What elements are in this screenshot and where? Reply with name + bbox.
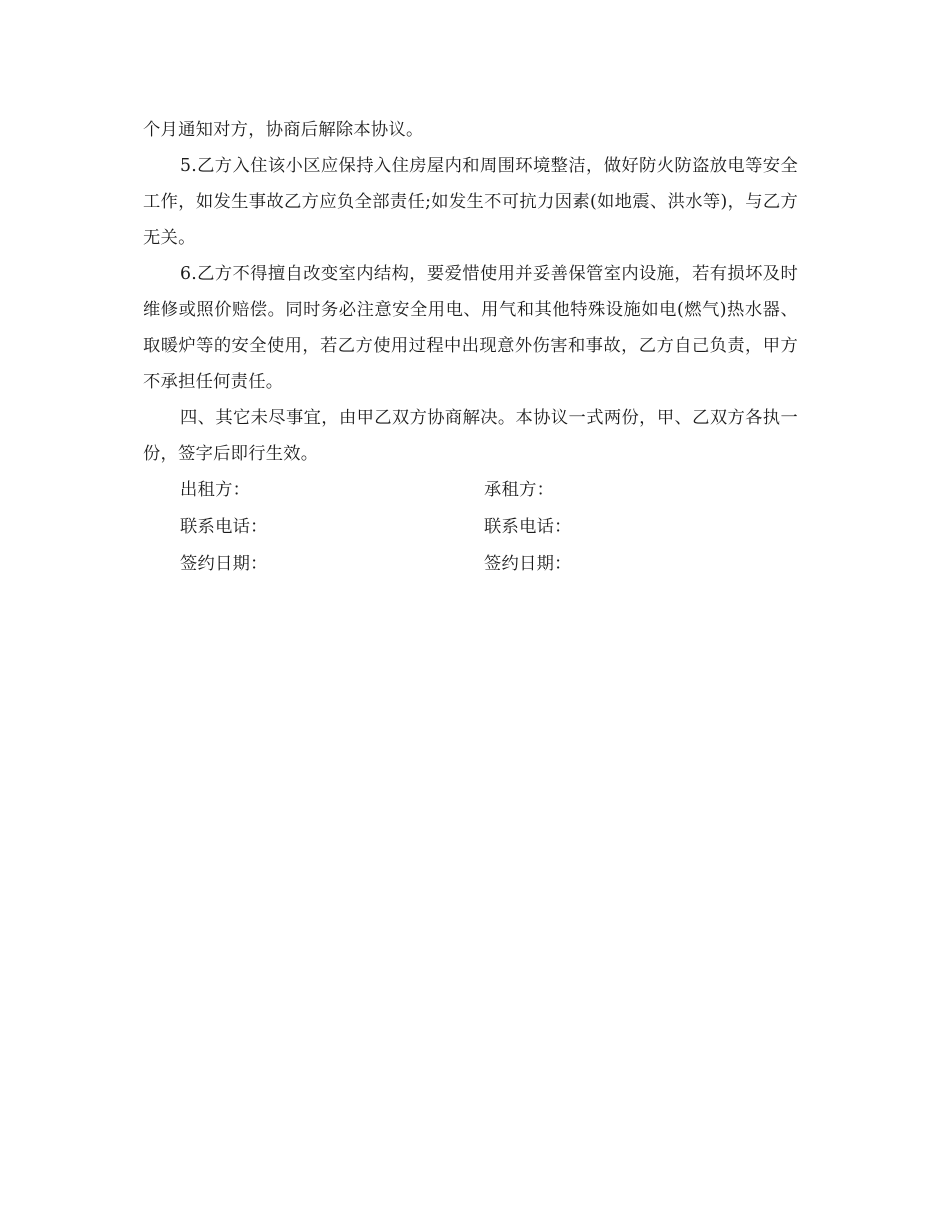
lessor-phone-label: 联系电话：: [180, 517, 268, 537]
signature-row-date: [143, 546, 798, 583]
signature-row-phone: [143, 509, 798, 546]
paragraph-clause-6: 6.乙方不得擅自改变室内结构，要爱惜使用并妥善保管室内设施，若有损坏及时维修或照价赔偿。同时务必注意安全用电、用气和其他特殊设施如电(燃气)热水器、取暖炉等的安全使用，若乙方使用过程中出现意外伤害和事故，乙方自己负责，甲方不承担任何责任。: [143, 264, 798, 392]
lessor-date-label: 签约日期：: [180, 554, 268, 574]
paragraph-clause-5: 5.乙方入住该小区应保持入住房屋内和周围环境整洁，做好防火防盗放电等安全工作，如发生事故乙方应负全部责任;如发生不可抗力因素(如地震、洪水等)，与乙方无关。: [143, 156, 798, 248]
lessor-label: 出租方：: [180, 480, 251, 500]
lessee-date-label: 签约日期：: [484, 554, 572, 574]
signature-block: [143, 472, 798, 583]
lessee-phone-label: 联系电话：: [484, 517, 572, 537]
paragraph-continuation: 个月通知对方，协商后解除本协议。: [143, 120, 424, 140]
paragraph-section-4: 四、其它未尽事宜，由甲乙双方协商解决。本协议一式两份，甲、乙双方各执一份，签字后即行生效。: [143, 408, 798, 464]
lessee-label: 承租方：: [484, 480, 555, 500]
signature-row-party: [143, 472, 798, 509]
document-body: [143, 112, 798, 583]
